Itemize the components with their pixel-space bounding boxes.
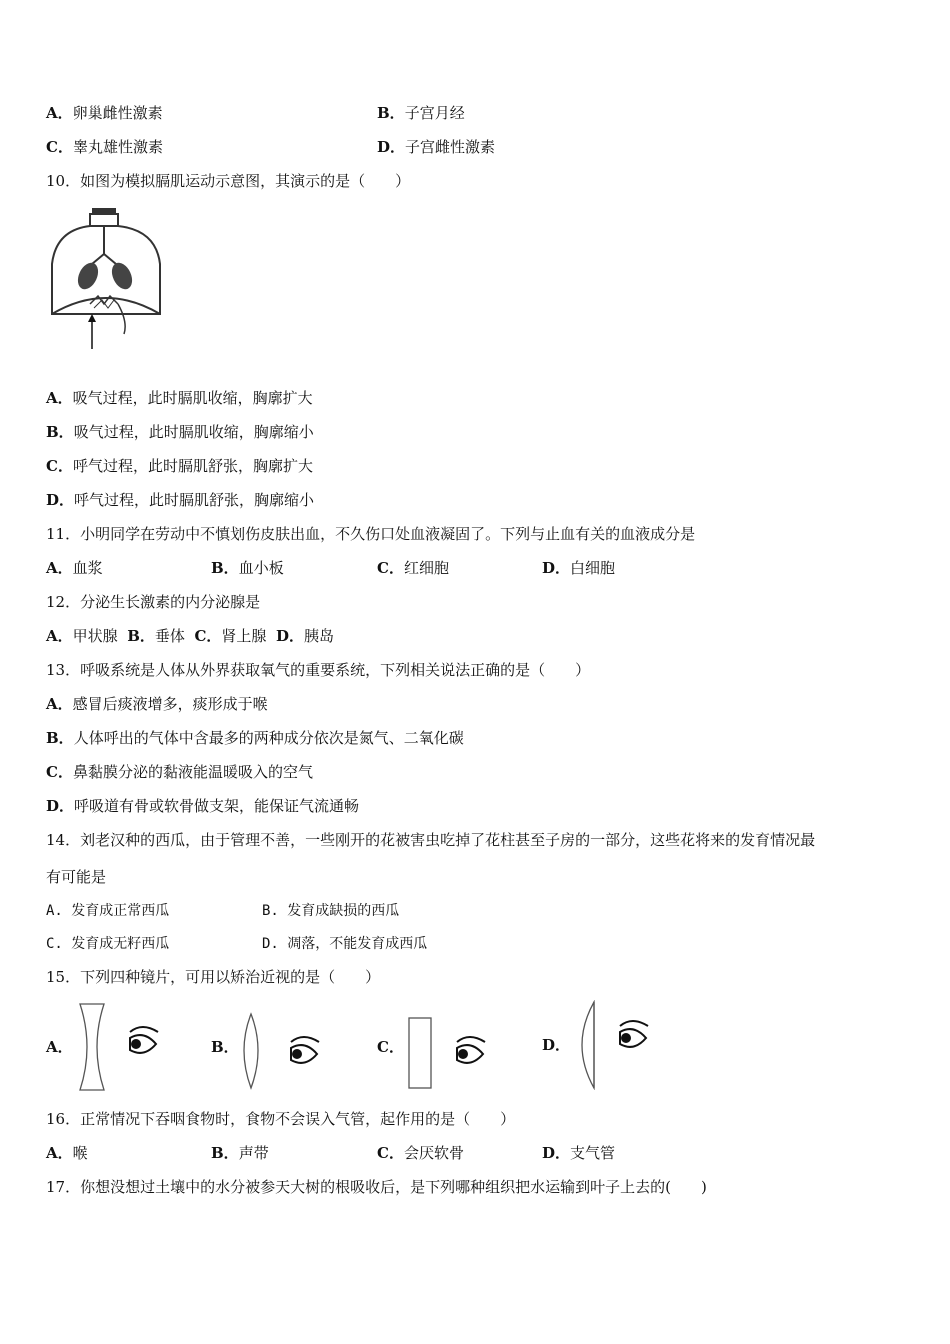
- q10-option-c: C．呼气过程，此时膈肌舒张，胸廓扩大: [46, 457, 313, 475]
- q12-stem: 12．分泌生长激素的内分泌腺是: [46, 593, 261, 611]
- q13-option-a: A．感冒后痰液增多，痰形成于喉: [46, 695, 268, 713]
- stopper: [90, 214, 118, 226]
- q14-option-b: B. 发育成缺损的西瓜: [262, 903, 400, 919]
- q13-stem: 13．呼吸系统是人体从外界获取氧气的重要系统，下列相关说法正确的是（ ）: [46, 661, 591, 679]
- q16-option-b: B．声带: [211, 1144, 269, 1162]
- q13-option-d: D．呼吸道有骨或软骨做支架，能保证气流通畅: [46, 797, 360, 815]
- q16-stem: 16．正常情况下吞咽食物时，食物不会误入气管，起作用的是（ ）: [46, 1110, 516, 1128]
- q16-option-d: D．支气管: [542, 1144, 616, 1162]
- q15-option-a: A．: [46, 1002, 176, 1092]
- q15-option-b: B．: [211, 1002, 341, 1092]
- q10-option-d: D．呼气过程，此时膈肌舒张，胸廓缩小: [46, 491, 315, 509]
- q14-option-c: C. 发育成无籽西瓜: [46, 936, 170, 952]
- q11-option-a: A．血浆: [46, 559, 103, 577]
- flat-lens-icon: [407, 1016, 507, 1092]
- q11-option-d: D．白细胞: [542, 559, 616, 577]
- q9-option-c: C．睾丸雄性激素: [46, 138, 163, 156]
- plano-convex-lens-icon: [570, 1000, 670, 1090]
- q17-stem: 17．你想没想过土壤中的水分被参天大树的根吸收后，是下列哪种组织把水运输到叶子上去的( ): [46, 1178, 707, 1196]
- hand: [118, 304, 125, 334]
- left-balloon: [74, 260, 102, 293]
- q13-option-c: C．鼻黏膜分泌的黏液能温暖吸入的空气: [46, 763, 313, 781]
- concave-lens-icon: [76, 1002, 176, 1092]
- q9-option-b: B．子宫月经: [377, 104, 465, 122]
- q13-option-b: B．人体呼出的气体中含最多的两种成分依次是氮气、二氧化碳: [46, 729, 464, 747]
- q15-option-c: C．: [377, 1002, 507, 1092]
- convex-lens-icon: [237, 1012, 341, 1092]
- q14-stem-line2: 有可能是: [46, 868, 107, 886]
- diaphragm-model-figure: [46, 204, 166, 352]
- q10-option-b: B．吸气过程，此时膈肌收缩，胸廓缩小: [46, 423, 314, 441]
- q9-option-a: A．卵巢雌性激素: [46, 104, 163, 122]
- q16-option-a: A．喉: [46, 1144, 88, 1162]
- q14-stem-line1: 14．刘老汉种的西瓜，由于管理不善，一些刚开的花被害虫吃掉了花柱甚至子房的一部分，这些花将来的发育情况最: [46, 831, 816, 849]
- q14-option-a: A. 发育成正常西瓜: [46, 903, 170, 919]
- q9-option-d: D．子宫雌性激素: [377, 138, 496, 156]
- q11-option-b: B．血小板: [211, 559, 284, 577]
- q11-option-c: C．红细胞: [377, 559, 449, 577]
- right-balloon: [108, 260, 136, 293]
- q11-stem: 11．小明同学在劳动中不慎划伤皮肤出血，不久伤口处血液凝固了。下列与止血有关的血液成分是: [46, 525, 696, 543]
- q12-options: A．甲状腺 B．垂体 C．肾上腺 D．胰岛: [46, 627, 334, 645]
- q15-stem: 15．下列四种镜片，可用以矫治近视的是（ ）: [46, 968, 381, 986]
- q16-option-c: C．会厌软骨: [377, 1144, 464, 1162]
- q10-option-a: A．吸气过程，此时膈肌收缩，胸廓扩大: [46, 389, 313, 407]
- q14-option-d: D. 凋落，不能发育成西瓜: [262, 936, 428, 952]
- q10-stem: 10．如图为模拟膈肌运动示意图，其演示的是（ ）: [46, 172, 411, 190]
- q15-option-d: D．: [542, 1000, 672, 1092]
